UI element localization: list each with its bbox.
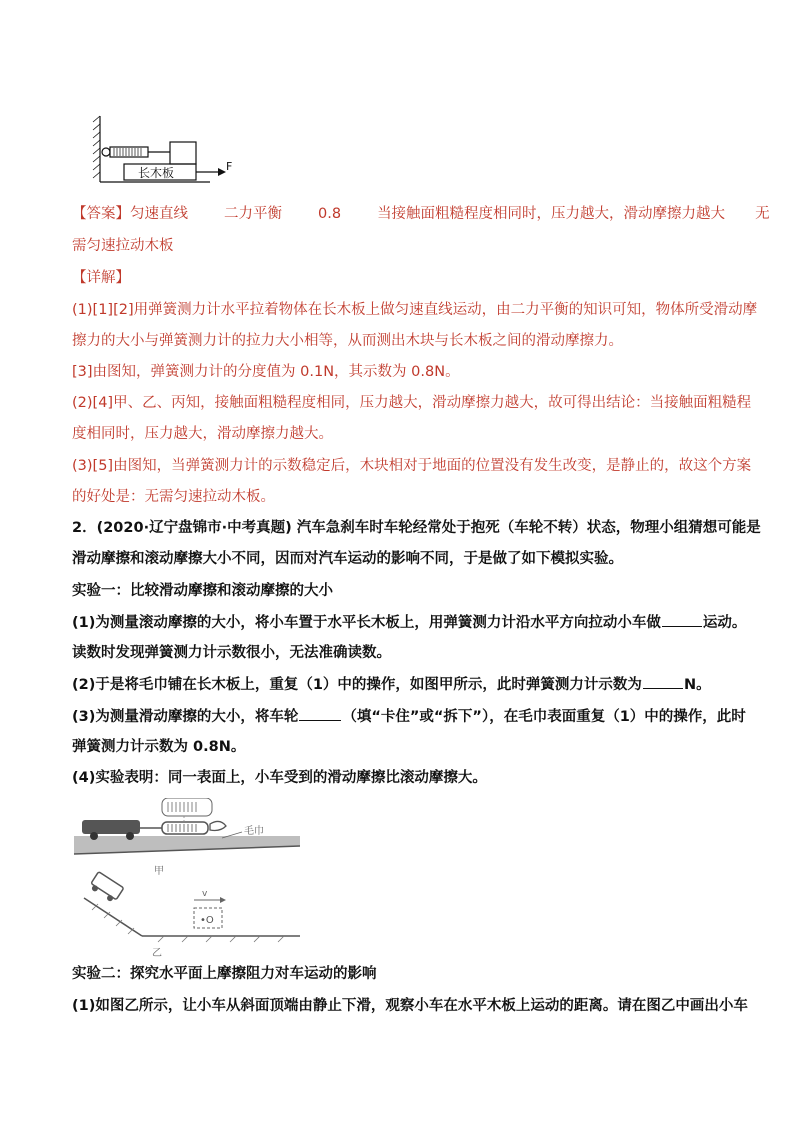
detail-line-1: (1)[1][2]用弹簧测力计水平拉着物体在长木板上做匀速直线运动，由二力平衡的知识可知，物体所受滑动摩 bbox=[72, 302, 758, 318]
question-3-text-c: 弹簧测力计示数为 0.8N。 bbox=[72, 739, 246, 755]
detail-line-4: (2)[4]甲、乙、丙知，接触面粗糙程度相同，压力越大，滑动摩擦力越大，故可得出结论：当接触面粗糙程 bbox=[72, 395, 752, 411]
answer-line bbox=[72, 204, 770, 224]
jia-label: 甲 bbox=[154, 866, 164, 877]
answer-tag: 【答案】 bbox=[72, 206, 130, 222]
question-5-line: (1)如图乙所示，让小车从斜面顶端由静止下滑，观察小车在水平木板上运动的距离。请在图乙中画出小车 bbox=[72, 998, 748, 1014]
answer-item-2: 二力平衡 bbox=[224, 206, 282, 222]
answer-item-4: 当接触面粗糙程度相同时，压力越大，滑动摩擦力越大 bbox=[377, 206, 726, 222]
towel-label: 毛巾 bbox=[244, 826, 264, 837]
yi-label: 乙 bbox=[152, 948, 162, 958]
question-2-text-a: (2)于是将毛巾铺在长木板上，重复（1）中的操作，如图甲所示，此时弹簧测力计示数为 bbox=[72, 677, 642, 693]
question-3-text-b: （填“卡住”或“拆下”），在毛巾表面重复（1）中的操作，此时 bbox=[342, 709, 746, 725]
cart-experiment-diagram bbox=[72, 798, 302, 958]
experiment-2-title: 实验二：探究水平面上摩擦阻力对车运动的影响 bbox=[72, 966, 377, 982]
question-2-line bbox=[72, 674, 711, 695]
question-1-line bbox=[72, 612, 746, 633]
question-3-text-a: (3)为测量滑动摩擦的大小，将车轮 bbox=[72, 709, 299, 725]
experiment-1-title: 实验一：比较滑动摩擦和滚动摩擦的大小 bbox=[72, 583, 333, 599]
force-label: F bbox=[226, 160, 233, 173]
board-label: 长木板 bbox=[138, 166, 175, 180]
answer-blank-3[interactable] bbox=[299, 706, 341, 721]
v-label: v bbox=[202, 889, 208, 899]
question-intro-1: 2．(2020·辽宁盘锦市·中考真题) 汽车急刹车时车轮经常处于抱死（车轮不转）状态，物理小组猜想可能是 bbox=[72, 520, 761, 536]
answer-item-5: 无 bbox=[755, 206, 770, 222]
detail-line-6: (3)[5]由图知，当弹簧测力计的示数稳定后，木块相对于地面的位置没有发生改变，是静止的，故这个方案 bbox=[72, 458, 752, 474]
answer-item-3: 0.8 bbox=[318, 206, 342, 222]
detail-line-7: 的好处是：无需匀速拉动木板。 bbox=[72, 489, 275, 505]
answer-item-1: 匀速直线 bbox=[130, 206, 188, 222]
detail-tag: 【详解】 bbox=[72, 270, 130, 286]
detail-line-5: 度相同时，压力越大，滑动摩擦力越大。 bbox=[72, 426, 333, 442]
spring-scale-diagram bbox=[90, 112, 250, 188]
o-label: •O bbox=[200, 915, 214, 926]
question-1-text-b: 运动。 bbox=[702, 615, 747, 631]
answer-blank-2[interactable] bbox=[643, 674, 683, 689]
question-1-text-c: 读数时发现弹簧测力计示数很小，无法准确读数。 bbox=[72, 645, 391, 661]
question-2-text-b: N。 bbox=[683, 677, 711, 693]
answer-blank-1[interactable] bbox=[662, 612, 702, 627]
question-3-line bbox=[72, 706, 746, 727]
question-1-text-a: (1)为测量滚动摩擦的大小，将小车置于水平长木板上，用弹簧测力计沿水平方向拉动小车做 bbox=[72, 615, 661, 631]
answer-continuation: 需匀速拉动木板 bbox=[72, 238, 174, 254]
detail-line-2: 擦力的大小与弹簧测力计的拉力大小相等，从而测出木块与长木板之间的滑动摩擦力。 bbox=[72, 333, 623, 349]
question-intro-2: 滑动摩擦和滚动摩擦大小不同，因而对汽车运动的影响不同，于是做了如下模拟实验。 bbox=[72, 551, 623, 567]
detail-line-3: [3]由图知，弹簧测力计的分度值为 0.1N，其示数为 0.8N。 bbox=[72, 364, 460, 380]
question-4-line: (4)实验表明：同一表面上，小车受到的滑动摩擦比滚动摩擦大。 bbox=[72, 770, 487, 786]
